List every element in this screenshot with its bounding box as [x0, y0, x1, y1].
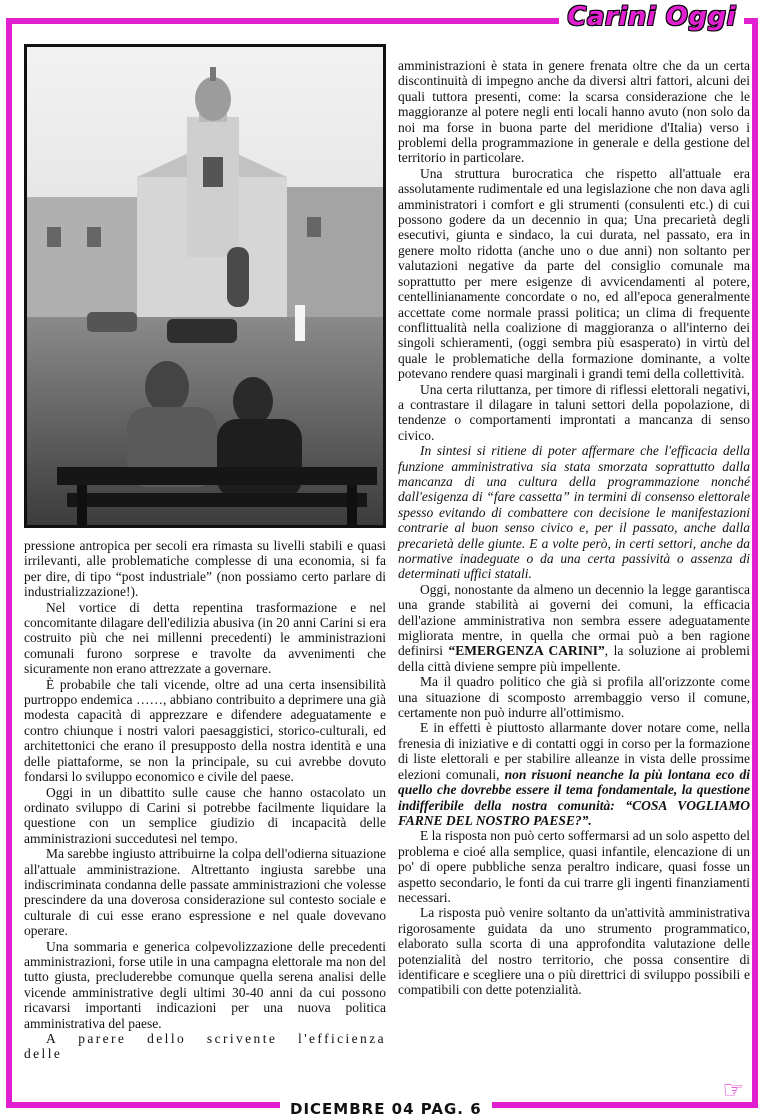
left-paragraph: A parere dello scrivente l'efficienza delle — [24, 1031, 386, 1062]
pointing-hand-icon: ☞ — [722, 1076, 744, 1104]
right-paragraph: La risposta può venire soltanto da un'attività amministrativa rigorosamente guidata da uno strumento programmatico, elaborato sulla scorta di una approfondita valutazione delle potenzialità del nostro territorio, che possa consentire di identificare e scegliere una o più direttrici di sviluppo possibili e compatibili con dette potenzialità. — [398, 905, 750, 998]
right-paragraph: Una certa riluttanza, per timore di riflessi elettorali negativi, a contrastare il dilagare in taluni settori della popolazione, di tendenze o comportamenti improntati a mancanza di senso civico. — [398, 381, 750, 443]
left-paragraph: Una sommaria e generica colpevolizzazione delle precedenti amministrazioni, forse utile in una campagna elettorale ma non del tutto giusta, precluderebbe comunque quella serena analisi delle vicende amministrative degli ultimi 30-40 anni da cui possono ricavarsi importanti indicazioni per una nuova politica amministrativa del paese. — [24, 938, 386, 1031]
left-paragraph: È probabile che tali vicende, oltre ad una certa insensibilità purtroppo endemica ……, abbiano contribuito a deprimere una già modesta capacità di apprezzare e difendere adeguatamente e contro chiunque i nostri valori paesaggistici, storico-culturali, ed architettonici che erano il presupposto della nostra identità e una delle piattaforme, se non la principale, su cui avrebbe dovuto fondarsi lo sviluppo economico e civile del paese. — [24, 676, 386, 785]
left-paragraph: Ma sarebbe ingiusto attribuirne la colpa dell'odierna situazione all'attuale amministrazione. Altrettanto ingiusta sarebbe una indiscriminata condanna delle passate amministrazioni che volesse prescindere da una doverosa considerazione sul contesto sociale e culturale di cui esse erano espressione e nel quale dovevano operare. — [24, 846, 386, 939]
right-paragraph: E la risposta non può certo soffermarsi ad un solo aspetto del problema e cioé alla semplice, quasi infantile, elencazione di un po' di opere pubbliche senza peraltro indicare, quasi fosse un aspetto secondario, le fonti da cui trarre gli ingenti finanziamenti necessari. — [398, 828, 750, 905]
left-paragraph: Oggi in un dibattito sulle cause che hanno ostacolato un ordinato sviluppo di Carini si potrebbe facilmente liquidare la questione con un semplice giudizio di incapacità delle amministrazioni succedutesi nel tempo. — [24, 784, 386, 846]
church-square-photo — [24, 44, 386, 528]
right-paragraph — [398, 582, 750, 674]
left-paragraph: Nel vortice di detta repentina trasformazione e nel concomitante dilagare dell'edilizia abusiva (in 20 anni Carini si era costruito più che nei millenni precedenti) le amministrazioni comunali furono sorprese e travolte da avvenimenti che sicuramente non erano attrezzate a governare. — [24, 599, 386, 677]
text-run: E in effetti è piuttosto allarmante dover notare come, nella frenesia di iniziative e di contatti oggi in corso per la formazione di liste elettorali e per stabilire alleanze in vista delle prossime elezioni comunali, — [398, 720, 750, 782]
right-paragraph-italic: In sintesi si ritiene di poter affermare che l'efficacia della funzione amministrativa sia stata smorzata soprattutto dalla mancanza di una cultura della programmazione nonché dall'esigenza di “fare cassetta” in termini di consenso elettorale spesso evitando di combattere con decisione le manifestazioni contrarie al buon senso civico e, per il passato, anche dalla precarietà delle giunte. E a volte però, in certi settori, anche da normative inadeguate o da una certa passività o assenza di determinati uffici statali. — [398, 443, 750, 582]
right-paragraph: Ma il quadro politico che già si profila all'orizzonte come una situazione di scomposto arrembaggio verso il comune, certamente non può indurre all'ottimismo. — [398, 674, 750, 721]
text-run: , la soluzione ai problemi della città diviene sempre più impellente. — [398, 643, 750, 674]
emphasis-question: non risuoni neanche la più lontana eco di quello che dovrebbe essere il tema fondamentale, la questione indifferibile della nostra comunità: “COSA VOGLIAMO FARNE DEL NOSTRO PAESE?”. — [398, 766, 750, 828]
right-column — [398, 58, 750, 998]
left-paragraph: pressione antropica per secoli era rimasta su livelli stabili e quasi irrilevanti, alle problematiche complesse di una economia, si fa per dire, di tipo “post industriale” (non possiamo certo parlare di industrializzazione!). — [24, 538, 386, 600]
emergenza-carini: “EMERGENZA CARINI” — [448, 643, 605, 659]
masthead: Carini Oggi — [559, 2, 744, 32]
right-paragraph — [398, 720, 750, 828]
left-column — [24, 538, 386, 1062]
page-footer: DICEMBRE 04 PAG. 6 — [280, 1100, 492, 1118]
text-run: Oggi, nonostante da almeno un decennio la legge garantisca una grande stabilità ai governi dei comuni, la efficacia dell'azione amministrativa non sembra essere adeguatamente migliorata mentre, in quella che ormai può a ben ragione definirsi — [398, 581, 750, 659]
right-paragraph: Una struttura burocratica che rispetto all'attuale era assolutamente rudimentale ed una legislazione che non dava agli amministratori i comfort e gli strumenti (consulenti etc.) di cui possono godere da un decennio in qua; Una precarietà degli esecutivi, giunta e sindaco, la cui durata, nel passato, era in genere molto ridotta (anche uno o due anni) non soltanto per valutazioni negative da parte del consiglio comunale ma soprattutto per mere esigenze di avvicendamenti al potere, centellinianamente concordate o no, ed all'epoca generalmente accettate come normale prassi politica; un clima di frequente conflittualità nella coalizione di maggioranza o all'interno dei singoli schieramenti, (oggi sembra più esasperato) in virtù del quale le problematiche della formazione dominante, a volte potevano rendere quasi marginali i grandi temi della collettività. — [398, 165, 750, 382]
right-paragraph: amministrazioni è stata in genere frenata oltre che da un certa discontinuità di impegno anche da diversi altri fattori, alcuni dei quali tuttora presenti, come: la scarsa considerazione che le maggioranze al potere negli enti locali hanno avuto (non solo da noi ma forse in buona parte del meridione d'Italia) verso i problemi della programmazione in generale e della gestione del territorio in particolare. — [398, 58, 750, 166]
